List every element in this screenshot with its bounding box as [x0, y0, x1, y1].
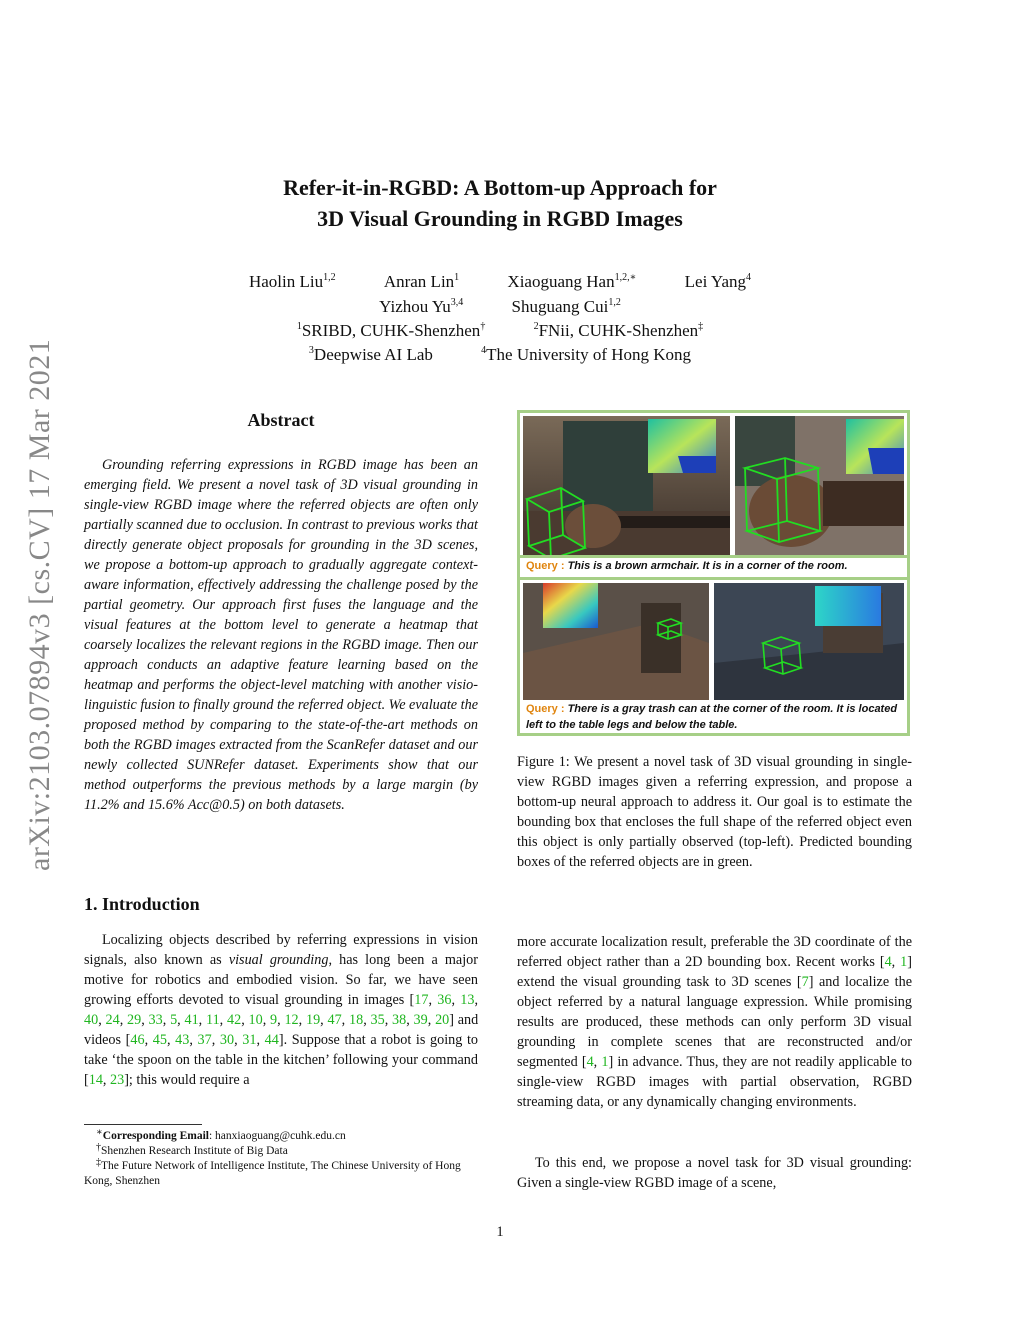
affiliations-row-1: [0, 320, 1000, 341]
citation-link[interactable]: 29: [127, 1012, 142, 1028]
affiliation: $^2$FNii, CUHK-Shenzhen‡: [533, 321, 704, 340]
citation-link[interactable]: 4: [586, 1054, 594, 1070]
section-heading-introduction: 1. Introduction: [84, 894, 200, 914]
citation-link[interactable]: 44: [264, 1032, 279, 1048]
footnote: ∗Corresponding Email: hanxiaoguang@cuhk.edu.cn: [96, 1127, 346, 1142]
title-line-1: Refer-it-in-RGBD: A Bottom-up Approach for: [283, 175, 717, 200]
intro-paragraph: Localizing objects described by referring expressions in vision signals, also known as visual grounding, has long been a major motive for robotics and embodied vision. So far, we have seen growing efforts devoted to visual grounding in images [17, 36, 13, 40, 24, 29, 33, 5, 41, 11, 42, 10, 9, 12, 19, 47, 18, 35, 38, 39, 20] and videos [46, 45, 43, 37, 30, 31, 44]. Suppose that a robot is going to take ‘the spoon on the table in the kitchen’ following your command [14, 23]; this would require a: [84, 932, 479, 1088]
citation-link[interactable]: 46: [130, 1032, 145, 1048]
author: Lei Yang$^4$: [684, 272, 752, 291]
citation-link[interactable]: 4: [884, 954, 892, 970]
citation-link[interactable]: 33: [148, 1012, 163, 1028]
citation-link[interactable]: 12: [284, 1012, 299, 1028]
citation-group: 17, 36, 13, 40, 24, 29, 33, 5, 41, 11, 42, 10, 9, 12, 19, 47, 18, 35, 38, 39, 20: [84, 992, 478, 1028]
footnotes: [84, 1129, 478, 1189]
citation-link[interactable]: 14: [88, 1072, 103, 1088]
citation-link[interactable]: 9: [270, 1012, 278, 1028]
figure-1: [517, 410, 910, 736]
title-line-2: 3D Visual Grounding in RGBD Images: [317, 206, 683, 231]
author: Yizhou Yu$^{3,4}$: [379, 297, 464, 316]
authors-row-2: [0, 296, 1000, 317]
citation-link[interactable]: 7: [801, 974, 809, 990]
affiliation: $^4$The University of Hong Kong: [481, 345, 692, 364]
citation-link[interactable]: 5: [170, 1012, 178, 1028]
figure-separator: [520, 577, 907, 580]
citation-link[interactable]: 13: [460, 992, 475, 1008]
citation-link[interactable]: 31: [242, 1032, 257, 1048]
citation-link[interactable]: 40: [84, 1012, 99, 1028]
affiliation: $^3$Deepwise AI Lab: [308, 345, 433, 364]
author: Xiaoguang Han$^{1,2,∗}$: [507, 272, 637, 291]
citation-link[interactable]: 39: [413, 1012, 428, 1028]
footnote: ‡The Future Network of Intelligence Institute, The Chinese University of Hong Kong, Shenzhen: [84, 1157, 461, 1187]
citation-link[interactable]: 38: [392, 1012, 407, 1028]
citation-link[interactable]: 45: [152, 1032, 167, 1048]
figure-query-2: Query : There is a gray trash can at the corner of the room. It is located left to the table legs and below the table.: [526, 703, 898, 731]
citation-link[interactable]: 17: [414, 992, 429, 1008]
author: Shuguang Cui$^{1,2}$: [511, 297, 621, 316]
affiliation: $^1$SRIBD, CUHK-Shenzhen†: [296, 321, 486, 340]
abstract-heading: Abstract: [247, 410, 315, 430]
figure-panel-trash-can: [523, 583, 904, 700]
citation-link[interactable]: 47: [327, 1012, 342, 1028]
citation-link[interactable]: 43: [175, 1032, 190, 1048]
citation-link[interactable]: 30: [219, 1032, 235, 1048]
citation-link[interactable]: 35: [370, 1012, 385, 1028]
author: Anran Lin$^1$: [383, 272, 460, 291]
trash-can-scene-image: [523, 583, 904, 700]
citation-link[interactable]: 20: [435, 1012, 450, 1028]
citation-link[interactable]: 24: [105, 1012, 120, 1028]
citation-link[interactable]: 18: [349, 1012, 364, 1028]
figure-query-1: Query : This is a brown armchair. It is in a corner of the room.: [526, 560, 848, 572]
footnote-rule: [84, 1124, 202, 1125]
body-paragraph-right-1: more accurate localization result, preferable the 3D coordinate of the referred object rather than a 2D bounding box. Recent works [4, 1] extend the visual grounding task to 3D scenes [7] and localize the object referred by a natural language expression. While promising results are produced, these methods can only perform 3D visual grounding in complete scenes that are reconstructed and/or segmented [4, 1] in advance. Thus, they are not readily applicable to single-view RGBD images with partial observation, RGBD streaming data, or any dynamically changing environments.: [517, 934, 912, 1110]
body-paragraph-right-2: To this end, we propose a novel task for 3D visual grounding: Given a single-view RGBD image of a scene,: [517, 1155, 912, 1191]
affiliations-row-2: [0, 344, 1000, 365]
authors-row-1: [0, 271, 1000, 292]
citation-link[interactable]: 1: [601, 1054, 609, 1070]
arxiv-stamp: arXiv:2103.07894v3 [cs.CV] 17 Mar 2021: [23, 338, 56, 871]
citation-link[interactable]: 42: [227, 1012, 242, 1028]
citation-link[interactable]: 11: [206, 1012, 220, 1028]
abstract-text: Grounding referring expressions in RGBD image has been an emerging field. We present a novel task of 3D visual grounding in single-view RGBD image where the referred objects are often only partially scanned due to occlusion. In contrast to previous works that directly generate object proposals for grounding in the 3D scenes, we propose a bottom-up approach to gradually aggregate context-aware information, effectively addressing the challenge posed by the partial geometry. Our approach first fuses the language and the visual features at the bottom level to generate a heatmap that coarsely localizes the relevant regions in the RGBD image. Then our approach conducts an adaptive feature learning based on the heatmap and performs the object-level matching with another visio-linguistic fusion to finally ground the referred object. We evaluate the proposed method by comparing to the state-of-the-art methods on both the RGBD images extracted from the ScanRefer dataset and our newly collected SUNRefer dataset. Experiments show that our method outperforms the previous methods by a large margin (by 11.2% and 15.6% Acc@0.5) on both datasets.: [84, 457, 478, 813]
citation-link[interactable]: 36: [437, 992, 452, 1008]
citation-group: 14, 23: [88, 1072, 125, 1088]
figure-caption: Figure 1: We present a novel task of 3D visual grounding in single-view RGBD images given a referring expression, and propose a bottom-up neural approach to address it. Our goal is to estimate the bounding box that encloses the full shape of the referred object even this object is only partially observed (top-left). Predicted bounding boxes of the referred objects are in green.: [517, 754, 912, 870]
citation-link[interactable]: 19: [305, 1012, 321, 1028]
paper-title: [0, 172, 1000, 234]
citation-link[interactable]: 23: [110, 1072, 125, 1088]
citation-link[interactable]: 10: [248, 1012, 263, 1028]
citation-group: 46, 45, 43, 37, 30, 31, 44: [130, 1032, 279, 1048]
armchair-scene-image: [523, 416, 904, 555]
citation-link[interactable]: 37: [197, 1032, 212, 1048]
citation-link[interactable]: 41: [184, 1012, 199, 1028]
page-number: 1: [496, 1224, 504, 1240]
footnote: †Shenzhen Research Institute of Big Data: [96, 1142, 288, 1157]
figure-panel-armchair: [523, 416, 904, 555]
author: Haolin Liu$^{1,2}$: [248, 272, 336, 291]
citation-link[interactable]: 1: [900, 954, 908, 970]
